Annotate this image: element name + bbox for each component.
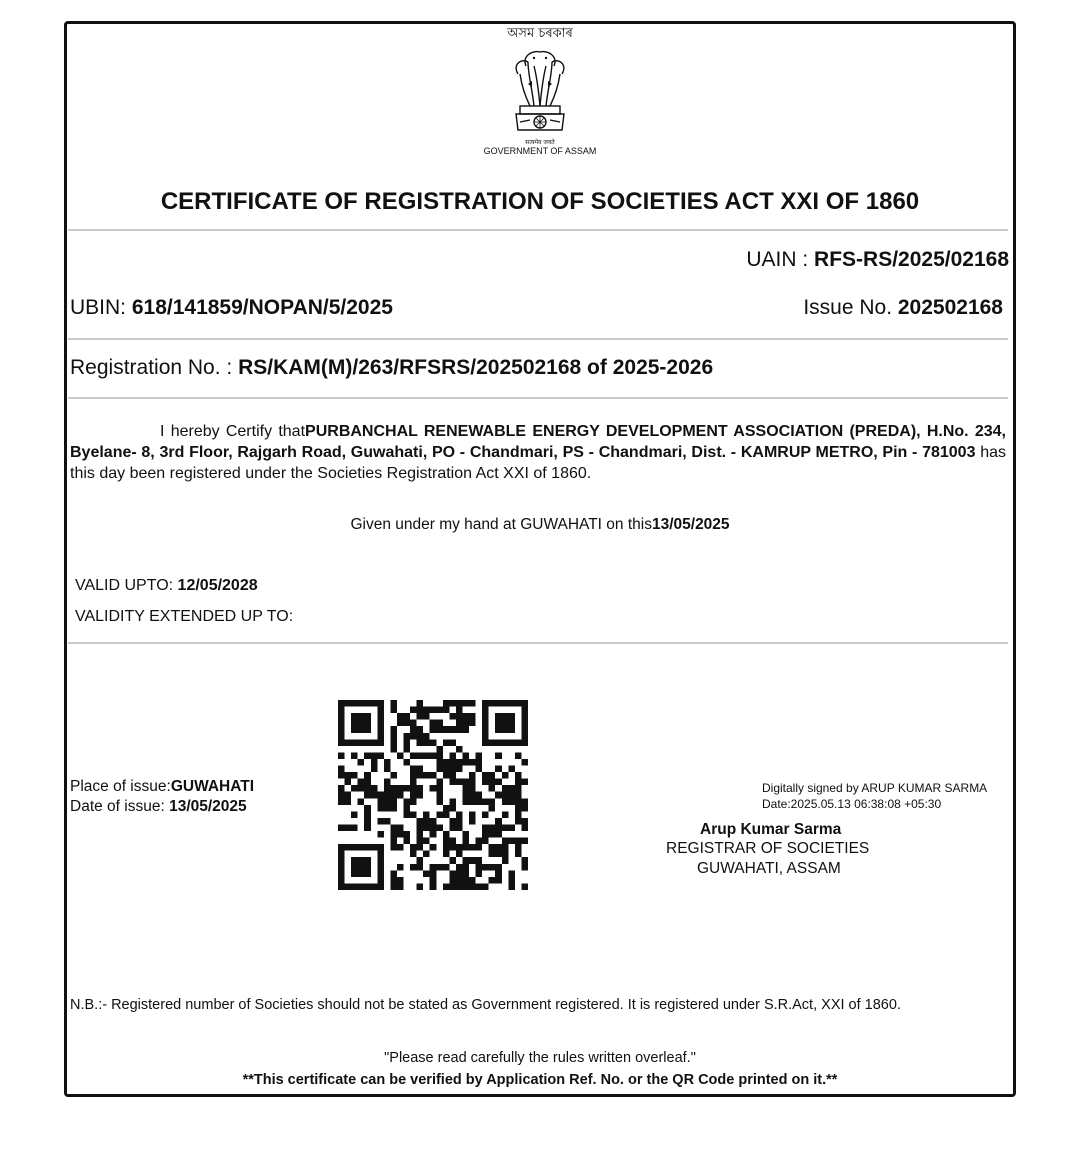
divider [68, 642, 1008, 644]
certify-prefix: I hereby Certify that [160, 423, 306, 440]
place-label: Place of issue: [70, 778, 171, 795]
certificate-border [64, 21, 1016, 1097]
validity-extended: VALIDITY EXTENDED UP TO: [75, 608, 294, 625]
divider [68, 397, 1008, 399]
ubin-label: UBIN: [70, 296, 132, 319]
digital-signature-date: Date:2025.05.13 06:38:08 +05:30 [762, 797, 942, 811]
valid-upto [75, 577, 258, 595]
state-emblem-icon [498, 44, 582, 140]
divider [68, 338, 1008, 340]
divider [68, 229, 1008, 231]
state-name-native: অসম চৰকাৰ [507, 26, 573, 41]
registration-number [70, 356, 713, 380]
issue-number [803, 296, 1003, 320]
registration-label: Registration No. : [70, 356, 239, 379]
certificate-title: CERTIFICATE OF REGISTRATION OF SOCIETIES ACT XXI OF 1860 [160, 188, 920, 215]
emblem-motto: सत्यमेव जयते [525, 139, 555, 146]
uain-label: UAIN : [746, 248, 815, 271]
signer-name: Arup Kumar Sarma [700, 821, 842, 838]
signer-location: GUWAHATI, ASSAM [697, 860, 841, 877]
verification-note: **This certificate can be verified by Application Ref. No. or the QR Code printed on it.** [242, 1072, 838, 1088]
nb-note: N.B.:- Registered number of Societies should not be stated as Government registered. It is registered under S.R.Act, XXI of 1860. [70, 997, 901, 1013]
given-date: 13/05/2025 [651, 516, 730, 533]
given-under-hand [0, 516, 1080, 534]
society-details: PURBANCHAL RENEWABLE ENERGY DEVELOPMENT ASSOCIATION (PREDA), H.No. 234, Byelane- 8, 3rd Floor, Rajgarh Road, Guwahati, PO - Chandmari, PS - Chandmari, Dist. - KAMRUP METRO, Pin - 781003 [70, 423, 1006, 461]
uain-value: RFS-RS/2025/02168 [814, 248, 1009, 271]
signer-designation: REGISTRAR OF SOCIETIES [666, 840, 870, 857]
ubin [70, 296, 393, 320]
date-of-issue [70, 798, 247, 816]
government-label: GOVERNMENT OF ASSAM [483, 146, 597, 156]
issue-value: 202502168 [897, 296, 1003, 319]
uain [746, 248, 1009, 272]
issue-label: Issue No. [803, 296, 898, 319]
certify-suffix: has this day been registered under the Societies Registration Act XXI of 1860. [70, 444, 1006, 482]
digital-signature-line: Digitally signed by ARUP KUMAR SARMA [762, 781, 988, 795]
certification-statement [70, 421, 1006, 484]
given-prefix: Given under my hand at GUWAHATI on this [350, 516, 652, 533]
ubin-value: 618/141859/NOPAN/5/2025 [131, 296, 393, 319]
valid-value: 12/05/2028 [177, 577, 258, 594]
qr-modules [338, 700, 528, 890]
date-label: Date of issue: [70, 798, 170, 815]
place-of-issue [70, 778, 254, 796]
valid-label: VALID UPTO: [75, 577, 178, 594]
place-value: GUWAHATI [170, 778, 255, 795]
date-value: 13/05/2025 [169, 798, 247, 815]
verification-qr-code[interactable] [338, 700, 528, 890]
please-read-note: "Please read carefully the rules written overleaf." [384, 1050, 696, 1066]
registration-value: RS/KAM(M)/263/RFSRS/202502168 of 2025-2026 [238, 356, 714, 379]
